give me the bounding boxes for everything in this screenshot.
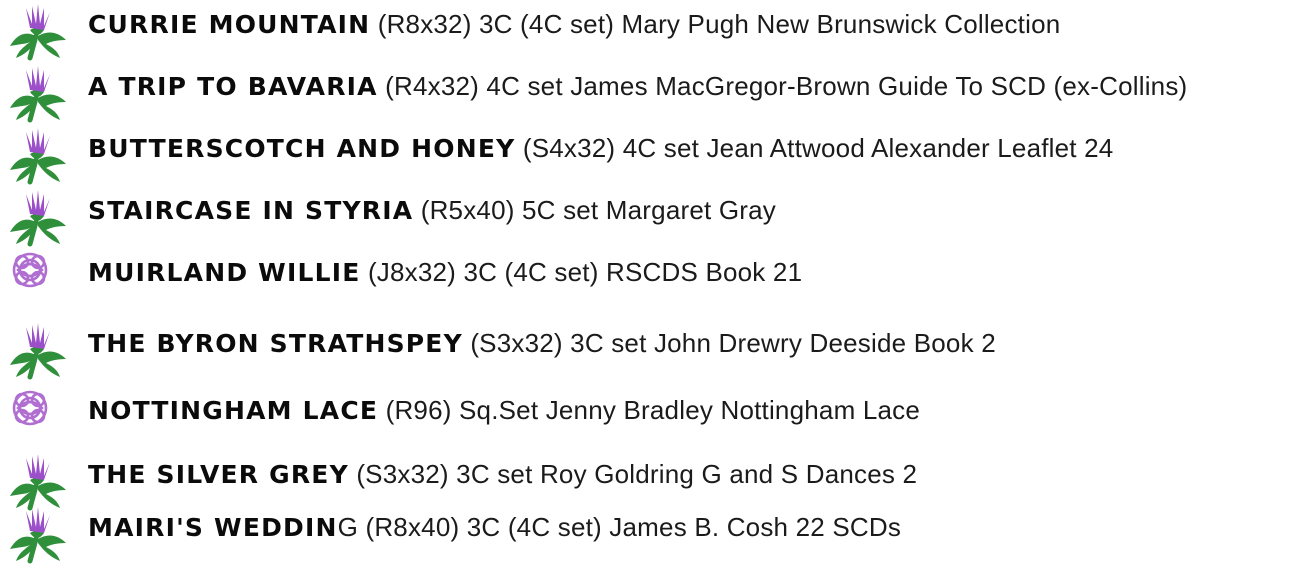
celtic-knot-icon [6,386,70,448]
dance-title: CURRIE MOUNTAIN [88,10,371,39]
list-item [0,0,1305,62]
dance-details: (J8x32) 3C (4C set) RSCDS Book 21 [360,257,803,287]
dance-details: (R4x32) 4C set James MacGregor-Brown Guide To SCD (ex-Collins) [377,71,1188,101]
dance-title: MAIRI'S WEDDIN [88,513,338,542]
list-item [0,186,1305,248]
celtic-knot-icon [6,248,70,310]
dance-details: (R8x32) 3C (4C set) Mary Pugh New Brunswick Collection [370,9,1061,39]
dance-title: A TRIP TO BAVARIA [88,72,378,101]
list-item [0,503,1305,565]
list-item [0,319,1305,381]
thistle-icon [6,62,70,124]
dance-title: BUTTERSCOTCH AND HONEY [88,134,516,163]
thistle-icon [6,0,70,62]
dance-details: (S3x32) 3C set Roy Goldring G and S Dances 2 [348,459,918,489]
dance-title: THE BYRON STRATHSPEY [88,329,463,358]
thistle-icon [6,124,70,186]
dance-details: (S3x32) 3C set John Drewry Deeside Book 2 [462,328,996,358]
dance-title: MUIRLAND WILLIE [88,258,361,287]
dance-title: NOTTINGHAM LACE [88,396,379,425]
dance-details: G (R8x40) 3C (4C set) James B. Cosh 22 SCDs [337,512,902,542]
list-item [0,124,1305,186]
thistle-icon [6,319,70,381]
thistle-icon [6,503,70,565]
dance-title: STAIRCASE IN STYRIA [88,196,414,225]
dance-title: THE SILVER GREY [88,460,349,489]
dance-details: (R96) Sq.Set Jenny Bradley Nottingham Lace [378,395,921,425]
thistle-icon [6,186,70,248]
dance-details: (R5x40) 5C set Margaret Gray [413,195,776,225]
list-item [0,248,1305,310]
dance-details: (S4x32) 4C set Jean Attwood Alexander Leaflet 24 [515,133,1114,163]
list-item [0,386,1305,448]
list-item [0,62,1305,124]
